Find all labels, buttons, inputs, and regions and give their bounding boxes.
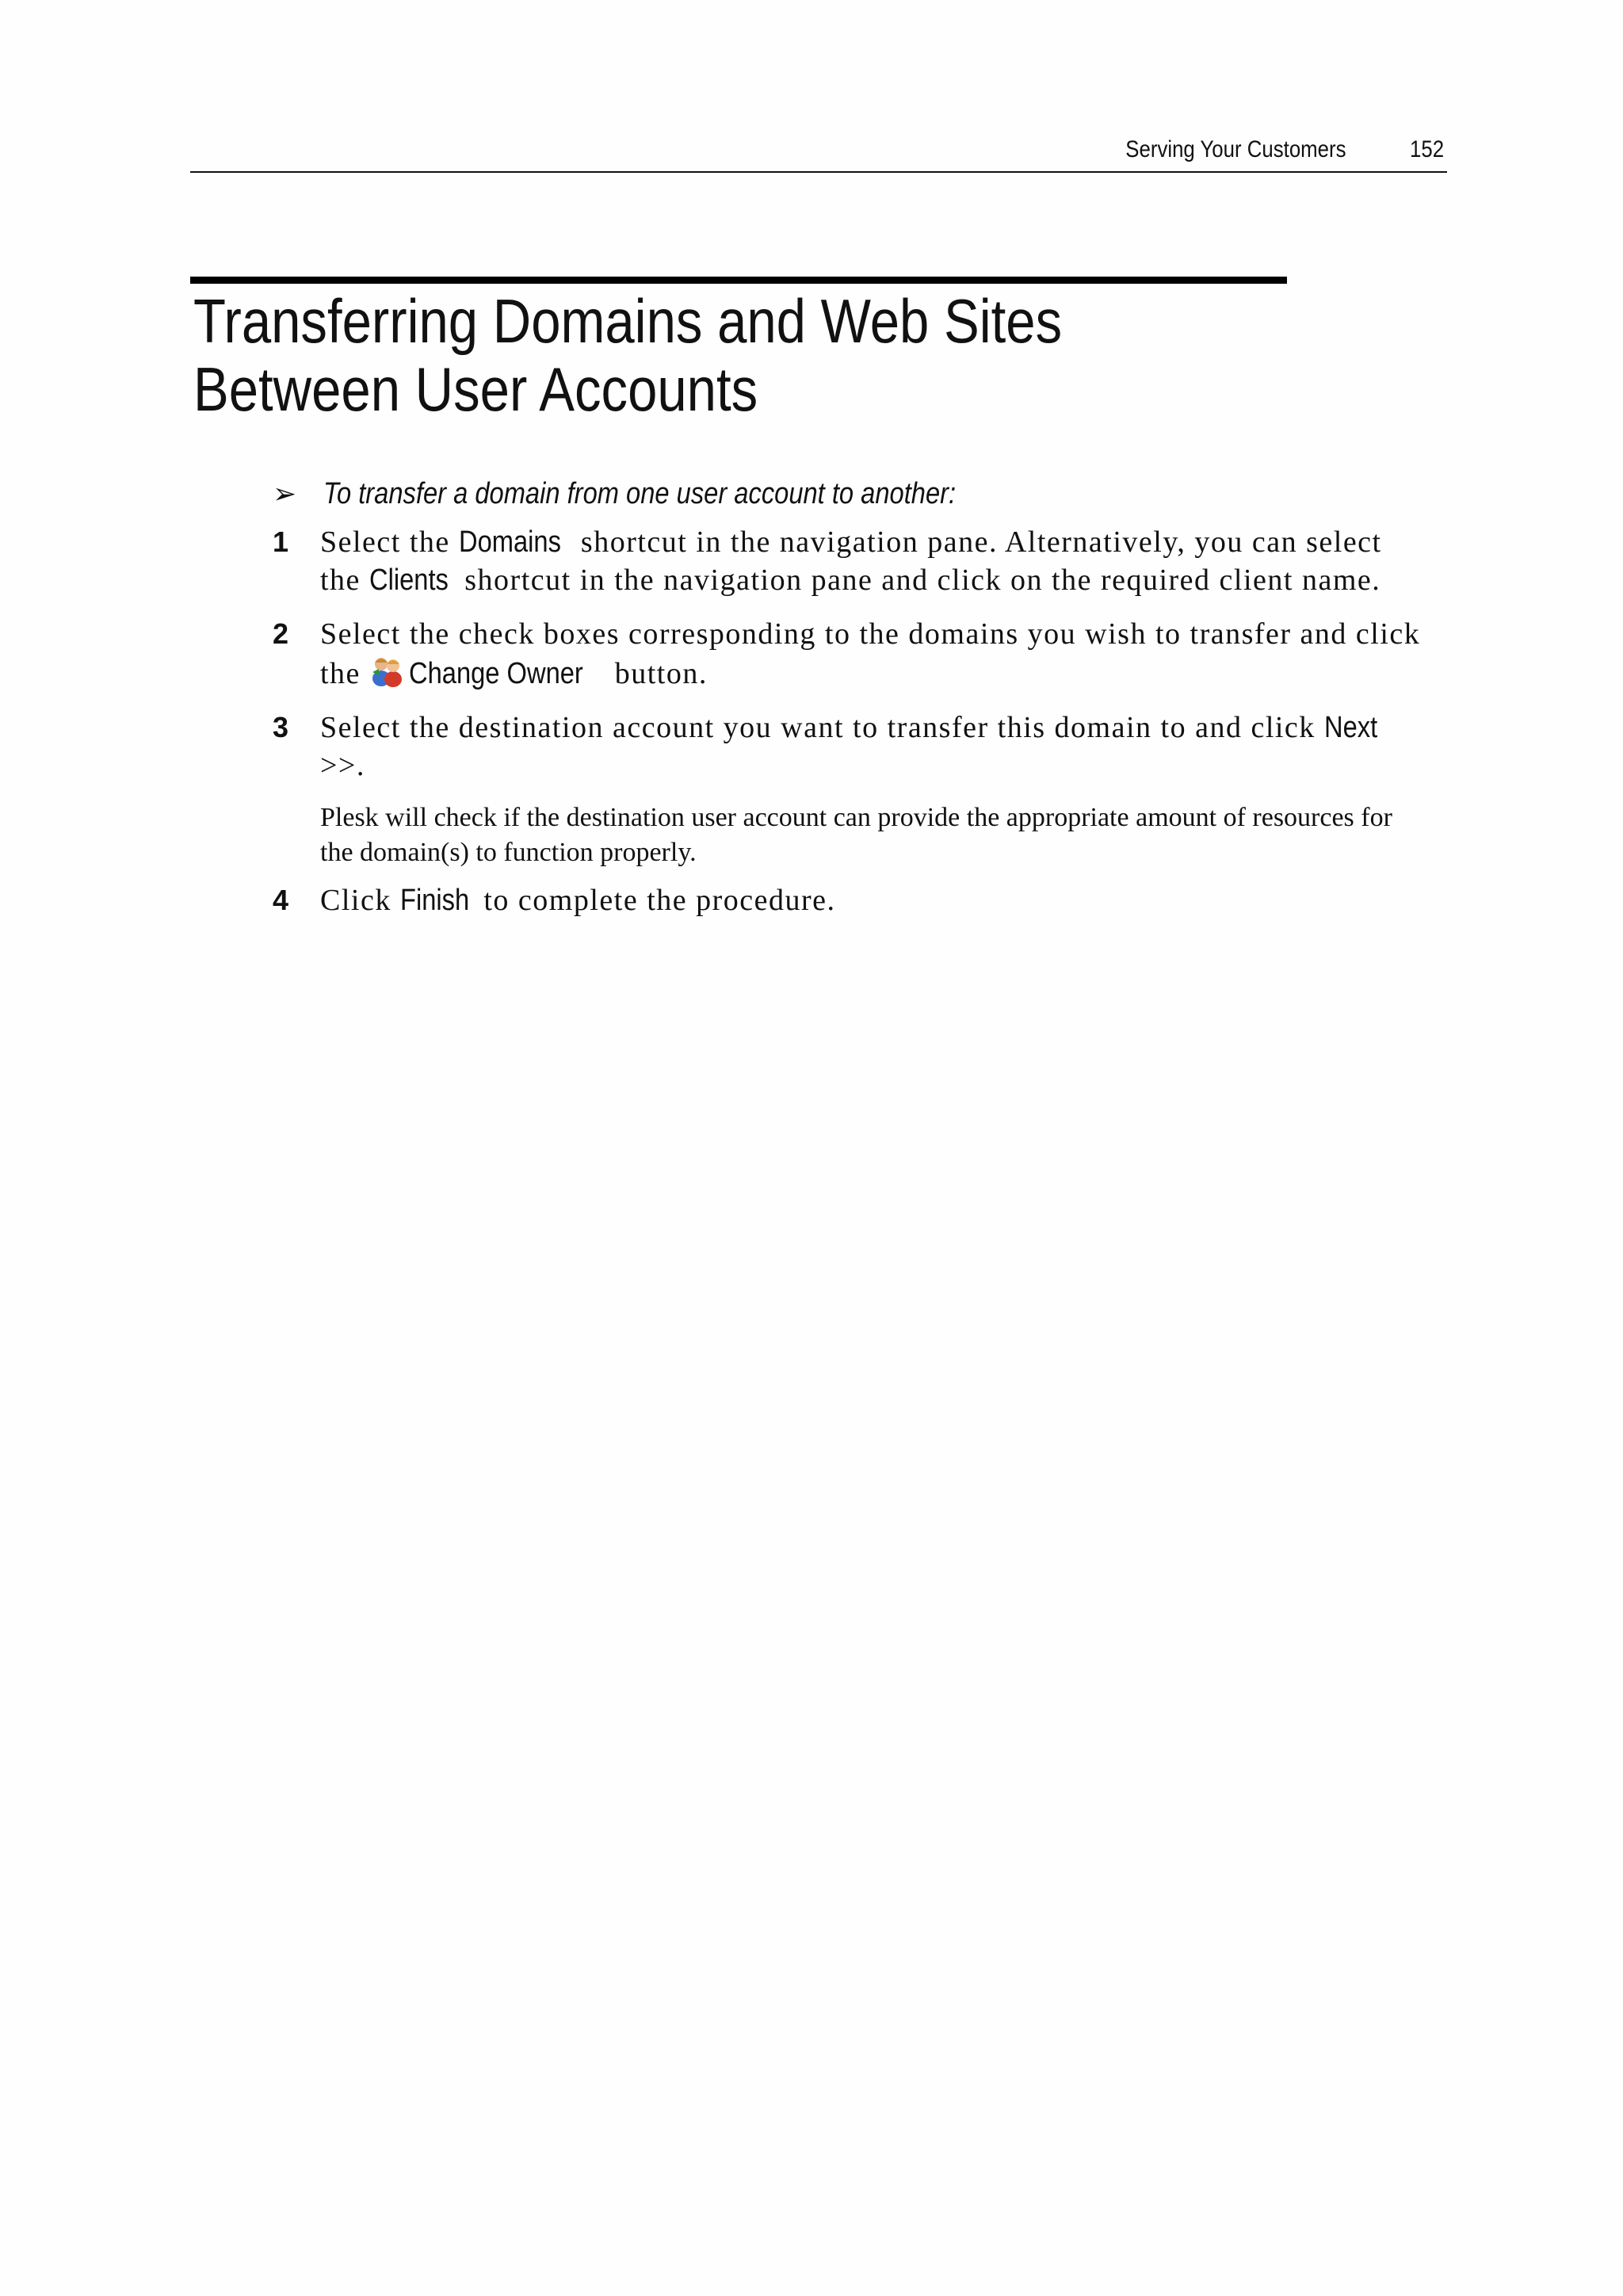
change-owner-icon [369,653,404,688]
step-text: to complete the procedure. [475,884,836,917]
step-number: 1 [273,525,290,558]
step-text: Select the destination account you want to transfer this domain to and click [320,711,1324,744]
step-text: shortcut in the navigation pane. Alternatively, you can select the [320,525,1382,597]
step-text: >>. [320,749,365,782]
steps-list [273,523,1430,935]
step-3 [273,709,1430,785]
step-text: shortcut in the navigation pane and click on the required client name. [456,563,1381,597]
running-header [190,133,1447,173]
step-text: Select the check boxes corresponding to the domains you wish to transfer and click the [320,617,1421,690]
step-4 [273,881,1430,919]
step-number: 3 [273,711,290,743]
title-rule [190,277,1287,284]
page-number: 152 [1409,136,1444,162]
step-text: Click [320,884,400,917]
procedure-intro-text: To transfer a domain from one user account to another: [323,476,957,510]
ui-label-clients: Clients [369,563,449,597]
header-section-title: Serving Your Customers [1125,136,1346,162]
ui-label-next: Next [1323,711,1378,744]
step-number: 4 [273,884,290,916]
step-2 [273,615,1430,693]
step-text: button. [605,657,708,690]
step-1 [273,523,1430,599]
step-number: 2 [273,617,290,650]
ui-label-change-owner: Change Owner [408,657,583,690]
step-3-note: Plesk will check if the destination user account can provide the appropriate amount of resources for the domain(s) to function properly. [320,803,1392,867]
ui-label-finish: Finish [399,884,470,917]
ui-label-domains: Domains [458,525,561,559]
procedure-intro [273,474,1059,514]
page-title: Transferring Domains and Web Sites Between User Accounts [193,286,1063,424]
step-text: Select the [320,525,459,559]
arrow-bullet-icon: ➢ [273,478,297,510]
